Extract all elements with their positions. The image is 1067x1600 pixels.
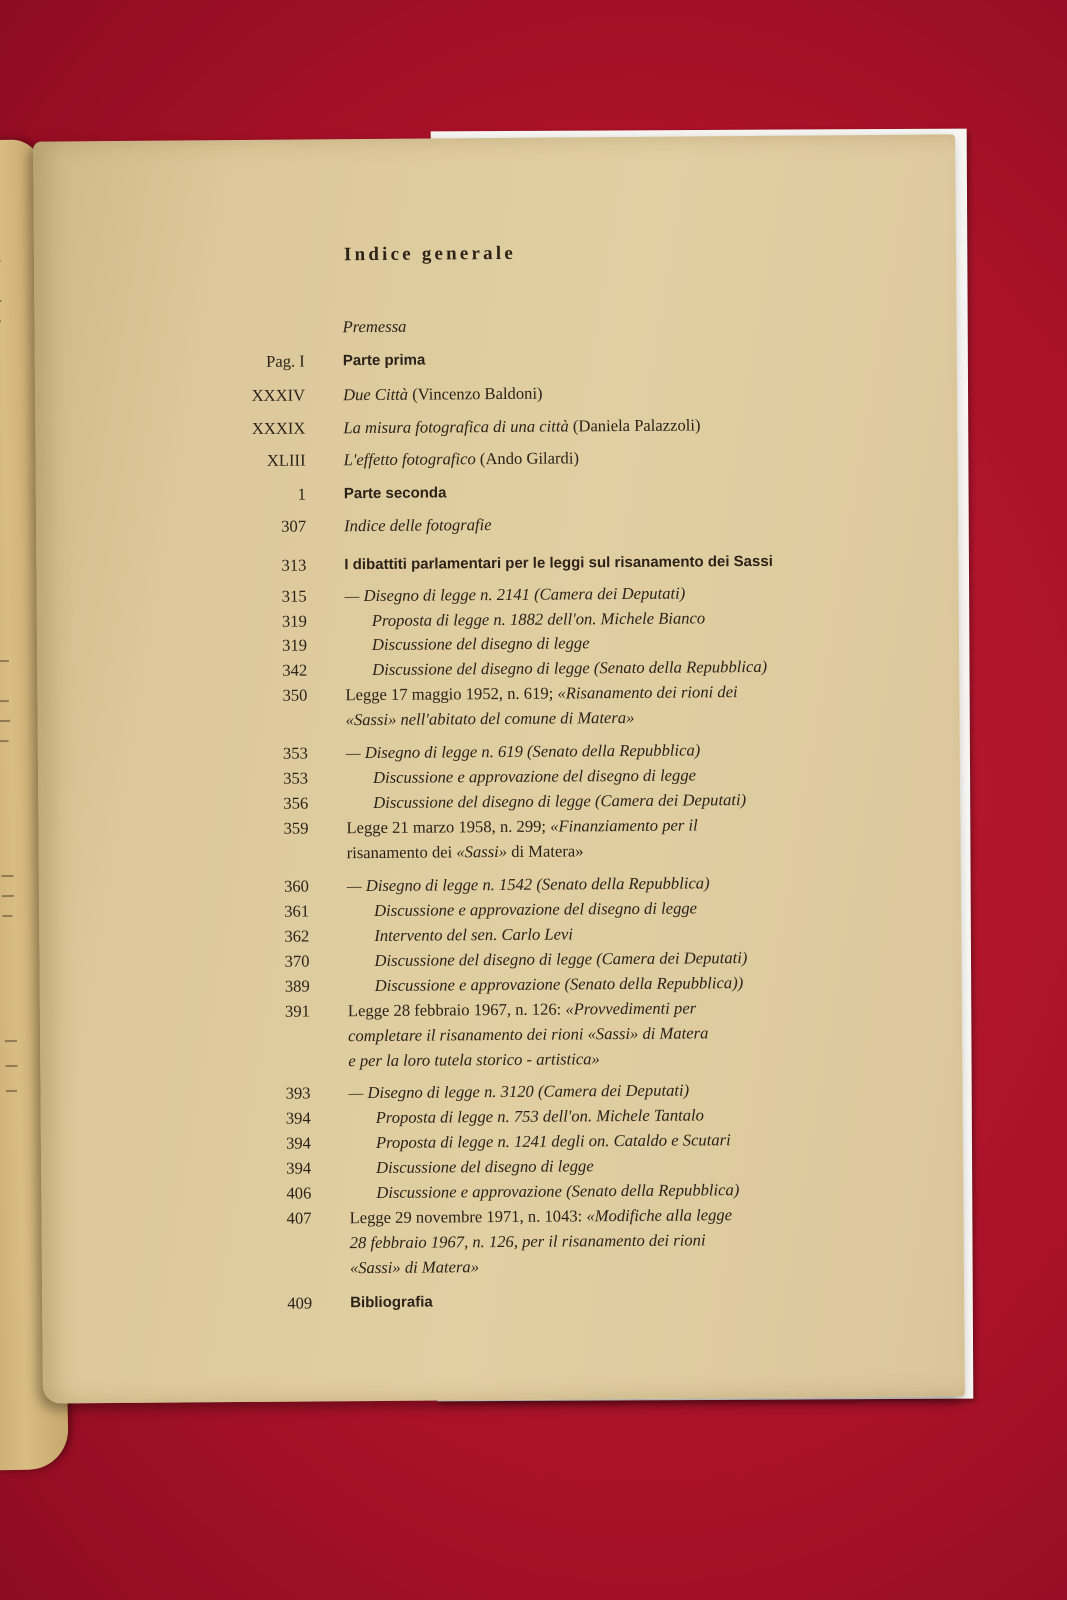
toc-page-number: 307 (281, 516, 307, 536)
toc-text: — Disegno di legge n. 1542 (Senato della Repubblica) (346, 873, 710, 896)
toc-page-number: 353 (283, 768, 309, 788)
toc-page-number: 359 (283, 818, 309, 838)
toc-text: I dibattiti parlamentari per le leggi sul risanamento dei Sassi (344, 552, 773, 574)
toc-page-number: 370 (284, 951, 310, 971)
toc-row (36, 478, 936, 504)
toc-text: Premessa (342, 316, 407, 337)
toc-page-number: 342 (282, 660, 308, 680)
toc-text: Legge 17 maggio 1952, n. 619; «Risanamento dei rioni dei (345, 682, 738, 705)
toc-text: Legge 21 marzo 1958, n. 299; «Finanziamento per il (346, 815, 698, 838)
toc-text: Proposta di legge n. 1241 degli on. Cataldo e Scutari (375, 1130, 731, 1152)
toc-page-number: 394 (285, 1133, 312, 1153)
toc-text: Proposta di legge n. 753 dell'on. Michele Tantalo (375, 1105, 704, 1127)
toc-page-number: 356 (283, 793, 309, 813)
toc-text: «Sassi» di Matera» (349, 1257, 480, 1278)
toc-page-number: XXXIV (251, 385, 306, 405)
toc-text: Indice delle fotografie (344, 515, 492, 536)
toc-row (35, 412, 935, 438)
toc-page-number: 394 (285, 1108, 311, 1128)
toc-page-number: XLIII (266, 450, 306, 470)
toc-page-number: 350 (282, 685, 308, 705)
toc-page-number: 315 (281, 586, 307, 606)
toc-row (35, 345, 935, 371)
toc-page-number: XXXIX (251, 418, 306, 438)
toc-text: — Disegno di legge n. 619 (Senato della Repubblica) (345, 740, 701, 763)
toc-text: risanamento dei «Sassi» di Matera» (346, 841, 584, 863)
toc-text: «Sassi» nell'abitato del comune di Matera» (345, 707, 635, 730)
toc-text: Legge 28 febbraio 1967, n. 126: «Provvedimenti per (347, 998, 697, 1021)
toc-page-number: 361 (284, 901, 310, 921)
toc-page-number: 409 (287, 1293, 313, 1313)
toc-text: Proposta di legge n. 1882 dell'on. Michele Bianco (371, 608, 706, 630)
toc-text: Discussione e approvazione (Senato della Repubblica) (376, 1180, 740, 1202)
toc-text: e per la loro tutela storico - artistica» (348, 1049, 600, 1071)
toc-text: Parte prima (342, 351, 426, 370)
index-page (33, 134, 965, 1403)
toc-text: Intervento del sen. Carlo Levi (374, 924, 573, 945)
toc-row (39, 870, 939, 896)
toc-page-number: 319 (282, 635, 308, 655)
toc-text: Legge 29 novembre 1971, n. 1043: «Modifiche alla legge (349, 1205, 733, 1228)
toc-text: — Disegno di legge n. 2141 (Camera dei Deputati) (344, 583, 686, 606)
toc-text: Discussione del disegno di legge (376, 1156, 594, 1177)
toc-page-number: 406 (286, 1183, 312, 1203)
toc-page-number: 389 (284, 976, 310, 996)
toc-page-number: 360 (283, 876, 309, 896)
toc-text: Discussione e approvazione del disegno di legge (374, 898, 698, 920)
toc-row (35, 379, 935, 405)
toc-row (36, 549, 936, 575)
toc-row (42, 1287, 942, 1313)
toc-page-number: 319 (281, 611, 307, 631)
toc-text: Parte seconda (343, 484, 447, 503)
toc-row-premessa (34, 311, 934, 337)
toc-text: L'effetto fotografico (Ando Gilardi) (343, 448, 580, 470)
toc-page-number: 393 (285, 1083, 311, 1103)
toc-row (36, 510, 936, 536)
toc-page-number: 391 (284, 1001, 310, 1021)
toc-page-number: 313 (281, 555, 307, 575)
toc-text: Due Città (Vincenzo Baldoni) (342, 383, 543, 405)
toc-text: Discussione del disegno di legge (Camera dei Deputati) (374, 948, 748, 970)
toc-text: Discussione e approvazione del disegno di legge (372, 765, 697, 787)
toc-text: Discussione del disegno di legge (Camera dei Deputati) (373, 790, 747, 812)
toc-page-number: 362 (284, 926, 310, 946)
toc-row (40, 1077, 940, 1103)
toc-page-number: 394 (286, 1158, 312, 1178)
toc-text: — Disegno di legge n. 3120 (Camera dei Deputati) (348, 1080, 690, 1103)
page-title: Indice generale (343, 242, 517, 266)
toc-text: Discussione del disegno di legge (371, 633, 590, 654)
toc-page-number: 353 (282, 743, 308, 763)
toc-page-number: 1 (297, 484, 306, 504)
toc-row (35, 444, 935, 470)
toc-text: Bibliografia (350, 1293, 433, 1312)
toc-page-number: Pag. I (265, 351, 305, 371)
toc-row (37, 580, 937, 606)
toc-text: Discussione del disegno di legge (Senato della Repubblica) (372, 656, 768, 679)
toc-row (38, 737, 938, 763)
toc-text: Discussione e approvazione (Senato della Repubblica)) (374, 973, 744, 995)
toc-page-number: 407 (286, 1208, 312, 1228)
toc-text: La misura fotografica di una città (Daniela Palazzoli) (343, 415, 701, 438)
toc-text: completare il risanamento dei rioni «Sassi» di Matera (348, 1023, 709, 1046)
toc-text: 28 febbraio 1967, n. 126, per il risanamento dei rioni (349, 1230, 706, 1253)
